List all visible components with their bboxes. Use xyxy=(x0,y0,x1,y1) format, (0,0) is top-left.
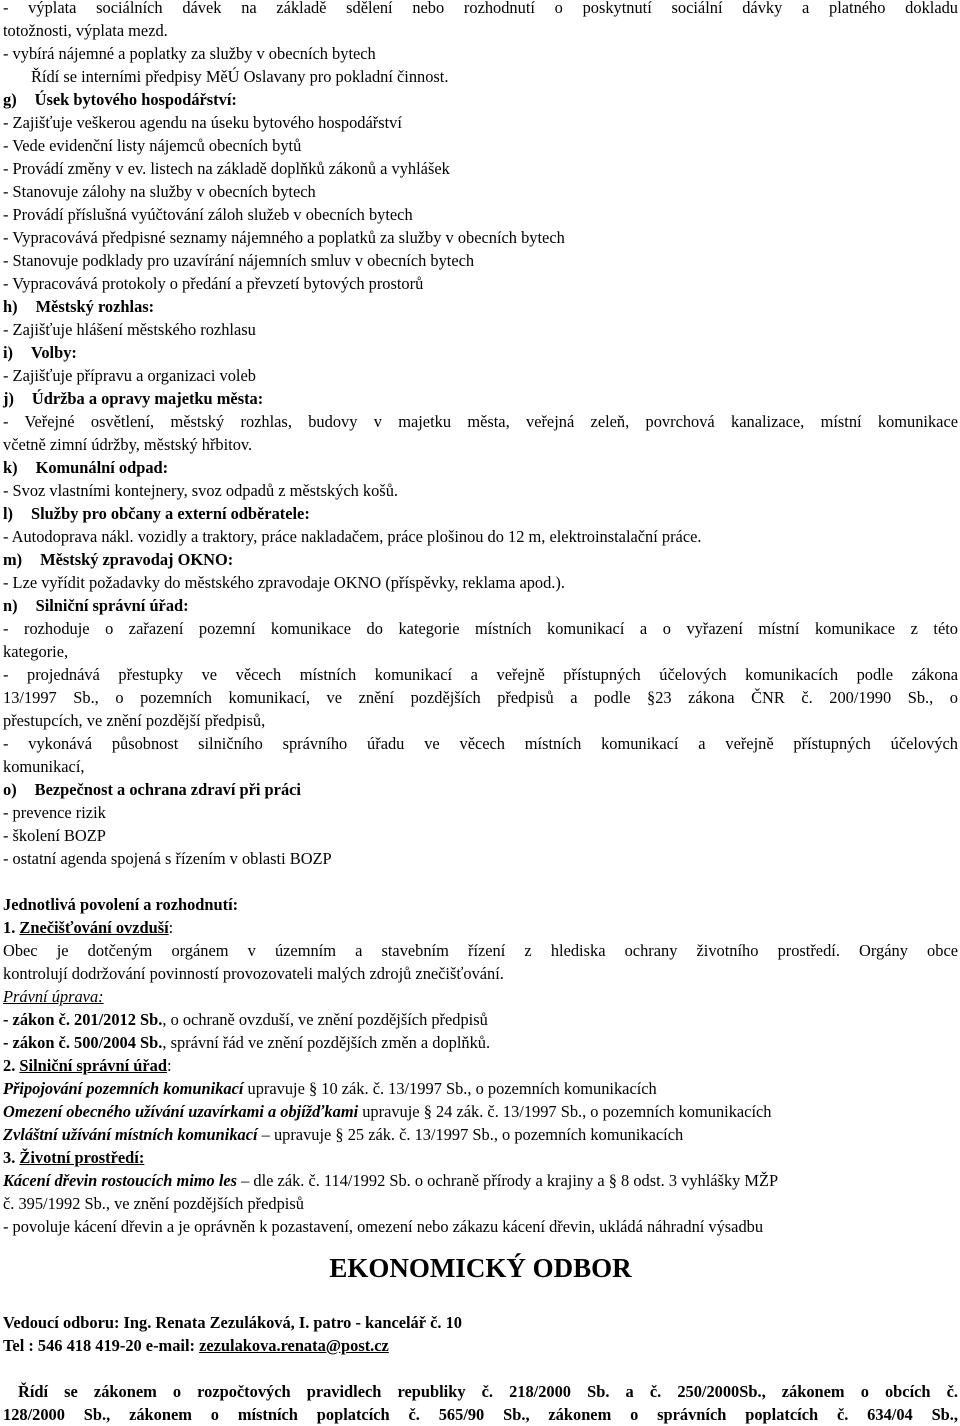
section-heading-g xyxy=(3,88,237,111)
text-line: č. 395/1992 Sb., ve znění pozdějších předpisů xyxy=(3,1194,304,1213)
section-heading-m xyxy=(3,548,233,571)
text-line: - ostatní agenda spojená s řízením v oblasti BOZP xyxy=(3,849,332,868)
text-line: - Vypracovává předpisné seznamy nájemného a poplatků za služby v obecních bytech xyxy=(3,228,565,247)
permit-colon: : xyxy=(168,918,174,937)
permit-colon: : xyxy=(166,1056,172,1075)
text-line: komunikací, xyxy=(3,757,85,776)
section-letter: h) xyxy=(3,297,18,316)
text-line: kategorie, xyxy=(3,642,69,661)
section-heading-l xyxy=(3,502,310,525)
text-line: - prevence rizik xyxy=(3,803,106,822)
permit-number: 3. xyxy=(3,1148,16,1167)
section-letter: g) xyxy=(3,90,17,109)
regulation-verb: – upravuje xyxy=(257,1125,336,1144)
paragraph-symbol: § xyxy=(423,1102,436,1121)
section-letter: o) xyxy=(3,780,17,799)
regulation-verb: upravuje xyxy=(243,1079,309,1098)
contact-line xyxy=(3,1334,389,1357)
legal-basis-label: Právní úprava: xyxy=(3,987,104,1006)
text-line: - Zajišťuje veškerou agendu na úseku bytového hospodářství xyxy=(3,113,402,132)
department-head-label: Vedoucí odboru: xyxy=(3,1313,120,1332)
text-line: Obec je dotčeným orgánem v územním a stavebním řízení z hlediska ochrany životního prostředí. Orgány obce xyxy=(3,941,958,960)
text-line: - Vypracovává protokoly o předání a převzetí bytových prostorů xyxy=(3,274,424,293)
permit-1-heading xyxy=(3,916,173,939)
regulation-reference: 10 zák. č. 13/1997 Sb., o pozemních komunikacích xyxy=(321,1079,657,1098)
text-line: kontrolují dodržování povinností provozovateli malých zdrojů znečišťování. xyxy=(3,964,504,983)
text-line: - vybírá nájemné a poplatky za služby v obecních bytech xyxy=(3,44,376,63)
laws-line: Řídí se zákonem o rozpočtových pravidlech republiky č. 218/2000 Sb. a č. 250/2000Sb., zákonem o obcích č. xyxy=(18,1382,958,1401)
regulation-subject: Omezení obecného užívání uzavírkami a objížďkami xyxy=(3,1102,359,1121)
permit-number: 2. xyxy=(3,1056,16,1075)
text-line: 13/1997 Sb., o pozemních komunikací, ve znění pozdějších předpisů a podle §23 zákona ČNR č. 200/1990 Sb., o xyxy=(3,688,958,707)
regulation-subject: Zvláštní užívání místních komunikací xyxy=(3,1125,258,1144)
section-letter: m) xyxy=(3,550,23,569)
section-heading-n xyxy=(3,594,189,617)
text-line: Řídí se interními předpisy MěÚ Oslavany pro pokladní činnost. xyxy=(31,67,449,86)
law-number: - zákon č. 500/2004 Sb. xyxy=(3,1033,163,1052)
regulation-reference: 25 zák. č. 13/1997 Sb., o pozemních komunikacích xyxy=(347,1125,684,1144)
permit-title: Znečišťování ovzduší xyxy=(19,918,169,937)
section-heading-o xyxy=(3,778,301,801)
permit-number: 1. xyxy=(3,918,16,937)
text-line: - povoluje kácení dřevin a je oprávněn k pozastavení, omezení nebo zákazu kácení dřevin, ukládá náhradní výsadbu xyxy=(3,1217,764,1236)
section-title: Údržba a opravy majetku města: xyxy=(31,389,264,408)
section-title: Komunální odpad: xyxy=(35,458,169,477)
section-heading-k xyxy=(3,456,168,479)
section-title: Silniční správní úřad: xyxy=(35,596,189,615)
text-line: - rozhoduje o zařazení pozemní komunikace do kategorie místních komunikací a o vyřazení místní komunikace z této xyxy=(3,619,958,638)
section-title: Bezpečnost a ochrana zdraví při práci xyxy=(34,780,301,799)
permit-3-heading xyxy=(3,1146,144,1169)
text-line: - vykonává působnost silničního správního úřadu ve věcech místních komunikací a veřejně přístupných účelových xyxy=(3,734,958,753)
paragraph-symbol: § xyxy=(335,1125,348,1144)
regulation-line xyxy=(3,1123,683,1146)
text-line: - Vede evidenční listy nájemců obecních bytů xyxy=(3,136,302,155)
section-title: Úsek bytového hospodářství: xyxy=(34,90,237,109)
section-letter: l) xyxy=(3,504,14,523)
section-heading-i xyxy=(3,341,77,364)
regulation-line xyxy=(3,1100,771,1123)
permit-title: Životní prostředí: xyxy=(19,1148,145,1167)
section-title: Služby pro občany a externí odběratele: xyxy=(31,504,310,523)
regulation-subject: Kácení dřevin rostoucích mimo les xyxy=(3,1171,238,1190)
law-line xyxy=(3,1031,490,1054)
department-heading: EKONOMICKÝ ODBOR xyxy=(329,1253,632,1283)
regulation-line xyxy=(3,1077,657,1100)
section-heading-j xyxy=(3,387,263,410)
phone-text: Tel : 546 418 419-20 e-mail: xyxy=(3,1336,195,1355)
regulation-reference: – dle zák. č. 114/1992 Sb. o ochraně přírody a krajiny a § 8 odst. 3 vyhlášky MŽP xyxy=(237,1171,779,1190)
text-line: - Lze vyřídit požadavky do městského zpravodaje OKNO (příspěvky, reklama apod.). xyxy=(3,573,565,592)
section-letter: k) xyxy=(3,458,18,477)
text-line: - Stanovuje zálohy na služby v obecních bytech xyxy=(3,182,316,201)
email-link[interactable]: zezulakova.renata@post.cz xyxy=(199,1336,389,1355)
section-letter: n) xyxy=(3,596,18,615)
permit-title: Silniční správní úřad xyxy=(19,1056,167,1075)
text-line: - Autodoprava nákl. vozidly a traktory, práce nakladačem, práce plošinou do 12 m, elektroinstalační práce. xyxy=(3,527,702,546)
permits-heading: Jednotlivá povolení a rozhodnutí: xyxy=(3,895,239,914)
section-title: Městský rozhlas: xyxy=(35,297,155,316)
law-description: , správní řád ve znění pozdějších změn a doplňků. xyxy=(162,1033,491,1052)
text-line: - projednává přestupky ve věcech místních komunikací a veřejně přístupných účelových komunikacích podle zákona xyxy=(3,665,958,684)
department-head-line xyxy=(3,1311,462,1334)
law-description: , o ochraně ovzduší, ve znění pozdějších předpisů xyxy=(162,1010,488,1029)
permit-2-heading xyxy=(3,1054,172,1077)
laws-line: 128/2000 Sb., zákonem o místních poplatcích č. 565/90 Sb., zákonem o správních poplatcích č. 634/04 Sb., xyxy=(3,1405,958,1424)
law-number: - zákon č. 201/2012 Sb. xyxy=(3,1010,163,1029)
text-line: - Svoz vlastními kontejnery, svoz odpadů z městských košů. xyxy=(3,481,398,500)
text-line: - Provádí příslušná vyúčtování záloh služeb v obecních bytech xyxy=(3,205,413,224)
text-line: - Zajišťuje hlášení městského rozhlasu xyxy=(3,320,256,339)
text-line: - Zajišťuje přípravu a organizaci voleb xyxy=(3,366,256,385)
text-line: totožnosti, výplata mezd. xyxy=(3,21,168,40)
text-line: - Stanovuje podklady pro uzavírání nájemních smluv v obecních bytech xyxy=(3,251,475,270)
text-line: přestupcích, ve znění pozdější předpisů, xyxy=(3,711,266,730)
section-letter: j) xyxy=(3,389,14,408)
regulation-subject: Připojování pozemních komunikací xyxy=(3,1079,244,1098)
regulation-verb: upravuje xyxy=(358,1102,424,1121)
text-line: - výplata sociálních dávek na základě sdělení nebo rozhodnutí o poskytnutí sociální dávky a platného dokladu xyxy=(3,0,958,17)
text-line: - Provádí změny v ev. listech na základě doplňků zákonů a vyhlášek xyxy=(3,159,450,178)
section-title: Volby: xyxy=(31,343,77,362)
section-heading-h xyxy=(3,295,154,318)
text-line: - školení BOZP xyxy=(3,826,106,845)
regulation-reference: 24 zák. č. 13/1997 Sb., o pozemních komunikacích xyxy=(435,1102,772,1121)
section-letter: i) xyxy=(3,343,14,362)
text-line: - Veřejné osvětlení, městský rozhlas, budovy v majetku města, veřejná zeleň, povrchová kanalizace, místní komunikace xyxy=(3,412,958,431)
section-title: Městský zpravodaj OKNO: xyxy=(40,550,234,569)
paragraph-symbol: § xyxy=(308,1079,322,1098)
law-line xyxy=(3,1008,488,1031)
regulation-line xyxy=(3,1169,778,1192)
department-head-name: Ing. Renata Zezuláková, I. patro - kancelář č. 10 xyxy=(123,1313,462,1332)
text-line: včetně zimní údržby, městský hřbitov. xyxy=(3,435,253,454)
